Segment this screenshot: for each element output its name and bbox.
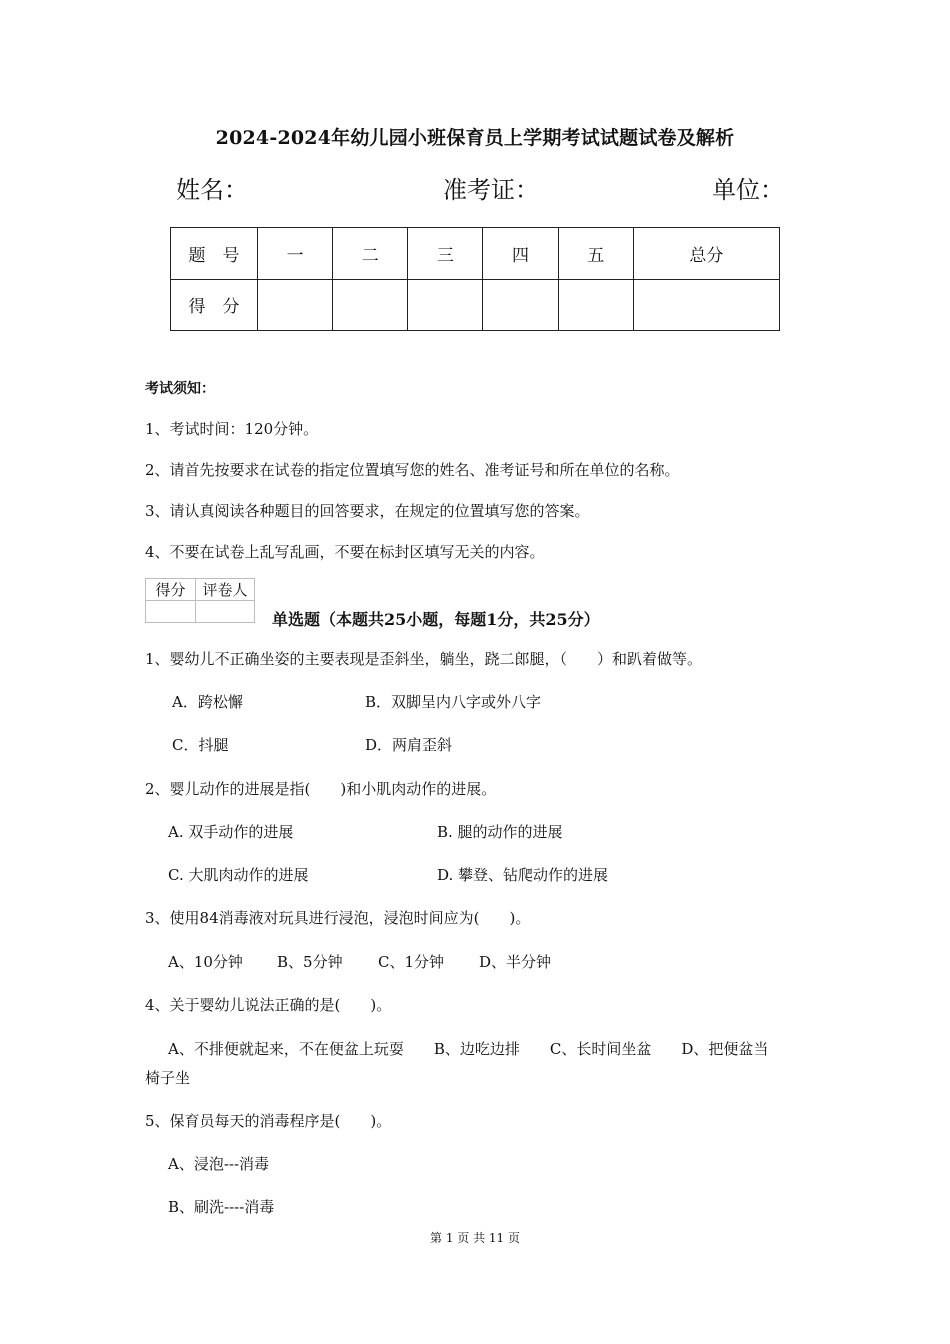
question-option: C、1分钟 xyxy=(378,953,445,971)
question-option: C. 大肌肉动作的进展 xyxy=(168,866,309,884)
grader-score-label: 得分 xyxy=(146,579,196,601)
question-option: B. 腿的动作的进展 xyxy=(437,823,563,841)
column-header-total: 总分 xyxy=(633,228,779,280)
question-option: A、10分钟 xyxy=(168,953,243,971)
question-stem: 5、保育员每天的消毒程序是( )。 xyxy=(145,1112,392,1130)
grader-name-cell xyxy=(196,601,255,623)
score-cell xyxy=(333,279,408,331)
notice-heading: 考试须知： xyxy=(145,381,215,397)
score-cell xyxy=(483,279,558,331)
question-stem: 1、婴幼儿不正确坐姿的主要表现是歪斜坐，躺坐，跷二郎腿，（ ）和趴着做等。 xyxy=(145,650,703,668)
question-option: D．两肩歪斜 xyxy=(365,736,453,754)
score-table-header-row xyxy=(171,228,780,280)
question-option: C．抖腿 xyxy=(172,736,229,754)
question-options-line: 椅子坐 xyxy=(145,1069,191,1087)
score-table-score-row xyxy=(171,279,780,331)
column-header: 三 xyxy=(408,228,483,280)
column-header: 四 xyxy=(483,228,558,280)
score-label: 得 分 xyxy=(171,279,258,331)
page-footer: 第 1 页 共 11 页 xyxy=(430,1231,520,1245)
question-stem: 4、关于婴幼儿说法正确的是( )。 xyxy=(145,996,392,1014)
column-header: 一 xyxy=(258,228,333,280)
notice-item: 1、考试时间：120分钟。 xyxy=(145,420,319,438)
question-stem: 3、使用84消毒液对玩具进行浸泡，浸泡时间应为( )。 xyxy=(145,909,531,927)
question-stem: 2、婴儿动作的进展是指( )和小肌肉动作的进展。 xyxy=(145,780,497,798)
score-table xyxy=(170,227,780,331)
exam-id-field-label: 准考证： xyxy=(443,176,539,204)
question-option: A、浸泡---消毒 xyxy=(168,1155,270,1173)
question-option: B、5分钟 xyxy=(277,953,343,971)
score-cell xyxy=(633,279,779,331)
question-option: A. 双手动作的进展 xyxy=(168,823,294,841)
grader-name-label: 评卷人 xyxy=(196,579,255,601)
score-cell xyxy=(408,279,483,331)
section-title: 单选题（本题共25小题，每题1分，共25分） xyxy=(272,610,600,629)
question-option: D. 攀登、钻爬动作的进展 xyxy=(437,866,609,884)
score-cell xyxy=(558,279,633,331)
column-header: 二 xyxy=(333,228,408,280)
notice-item: 3、请认真阅读各种题目的回答要求，在规定的位置填写您的答案。 xyxy=(145,502,590,520)
unit-field-label: 单位： xyxy=(712,176,784,204)
question-option: A．跨松懈 xyxy=(172,693,243,711)
question-option: D、半分钟 xyxy=(479,953,552,971)
name-field-label: 姓名： xyxy=(176,176,248,204)
notice-item: 4、不要在试卷上乱写乱画，不要在标封区填写无关的内容。 xyxy=(145,543,545,561)
question-option: B、刷洗----消毒 xyxy=(168,1198,275,1216)
document-title: 2024-2024年幼儿园小班保育员上学期考试试题试卷及解析 xyxy=(215,127,735,149)
question-options-line: A、不排便就起来，不在便盆上玩耍 B、边吃边排 C、长时间坐盆 D、把便盆当 xyxy=(168,1040,769,1058)
score-cell xyxy=(258,279,333,331)
question-option: B．双脚呈内八字或外八字 xyxy=(365,693,542,711)
grader-score-cell xyxy=(146,601,196,623)
question-number-label: 题 号 xyxy=(171,228,258,280)
grader-box xyxy=(145,578,255,623)
column-header: 五 xyxy=(558,228,633,280)
notice-item: 2、请首先按要求在试卷的指定位置填写您的姓名、准考证号和所在单位的名称。 xyxy=(145,461,680,479)
